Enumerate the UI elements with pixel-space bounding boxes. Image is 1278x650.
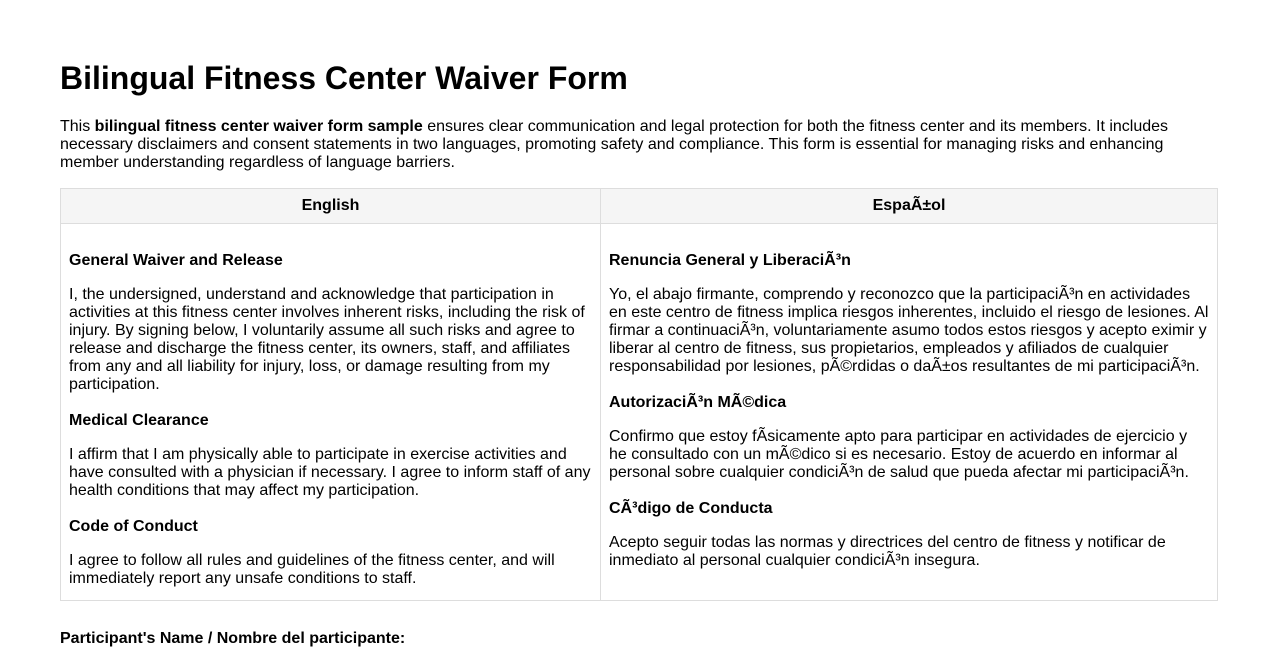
en-section-title-conduct: Code of Conduct — [69, 518, 198, 535]
en-section-title-medical: Medical Clearance — [69, 412, 209, 429]
participant-name-label: Participant's Name / Nombre del participante: — [60, 630, 406, 647]
es-section-text-medical: Confirmo que estoy fÃsicamente apto para participar en actividades de ejercicio y he consultado con un mÃ©dico si es necesario. Estoy de acuerdo en informar al personal sobre cualquier condiciÃ³n de salud que pueda afectar mi participaciÃ³n. — [609, 428, 1189, 481]
table-row — [61, 224, 1218, 601]
es-section-text-waiver: Yo, el abajo firmante, comprendo y reconozco que la participaciÃ³n en actividades en este centro de fitness implica riesgos inherentes, incluido el riesgo de lesiones. Al firmar a continuaciÃ³n, voluntariamente asumo todos estos riesgos y acepto eximir y liberar al centro de fitness, sus propietarios, empleados y afiliados de cualquier responsabilidad por lesiones, pÃ©rdidas o daÃ±os resultantes de mi participaciÃ³n. — [609, 286, 1209, 375]
table-header-row — [61, 189, 1218, 224]
en-section-title-waiver: General Waiver and Release — [69, 252, 283, 269]
en-section-text-medical: I affirm that I am physically able to participate in exercise activities and have consulted with a physician if necessary. I agree to inform staff of any health conditions that may affect my participation. — [69, 446, 591, 499]
en-section-text-conduct: I agree to follow all rules and guidelines of the fitness center, and will immediately report any unsafe conditions to staff. — [69, 552, 555, 587]
header-english: English — [61, 189, 601, 224]
es-section-title-waiver: Renuncia General y LiberaciÃ³n — [609, 252, 851, 269]
en-section-text-waiver: I, the undersigned, understand and acknowledge that participation in activities at this fitness center involves inherent risks, including the risk of injury. By signing below, I voluntarily assume all such risks and agree to release and discharge the fitness center, its owners, staff, and affiliates from any and all liability for injury, loss, or damage resulting from my participation. — [69, 286, 585, 393]
es-section-title-medical: AutorizaciÃ³n MÃ©dica — [609, 394, 787, 411]
intro-prefix: This — [60, 118, 95, 135]
intro-suffix: ensures clear communication and legal protection for both the fitness center and its members. It includes necessary disclaimers and consent statements in two languages, promoting safety and compliance. This form is essential for managing risks and enhancing member understanding regardless of language barriers. — [60, 118, 1169, 171]
header-spanish: EspaÃ±ol — [601, 189, 1218, 224]
page-title: Bilingual Fitness Center Waiver Form — [60, 60, 628, 96]
english-column — [61, 224, 601, 601]
es-section-text-conduct: Acepto seguir todas las normas y directrices del centro de fitness y notificar de inmediato al personal cualquier condiciÃ³n insegura. — [609, 534, 1166, 569]
intro-bold: bilingual fitness center waiver form sample — [94, 118, 423, 135]
intro-paragraph — [60, 118, 1180, 172]
es-section-title-conduct: CÃ³digo de Conducta — [609, 500, 773, 517]
spanish-column — [601, 224, 1218, 601]
waiver-table — [60, 188, 1218, 601]
